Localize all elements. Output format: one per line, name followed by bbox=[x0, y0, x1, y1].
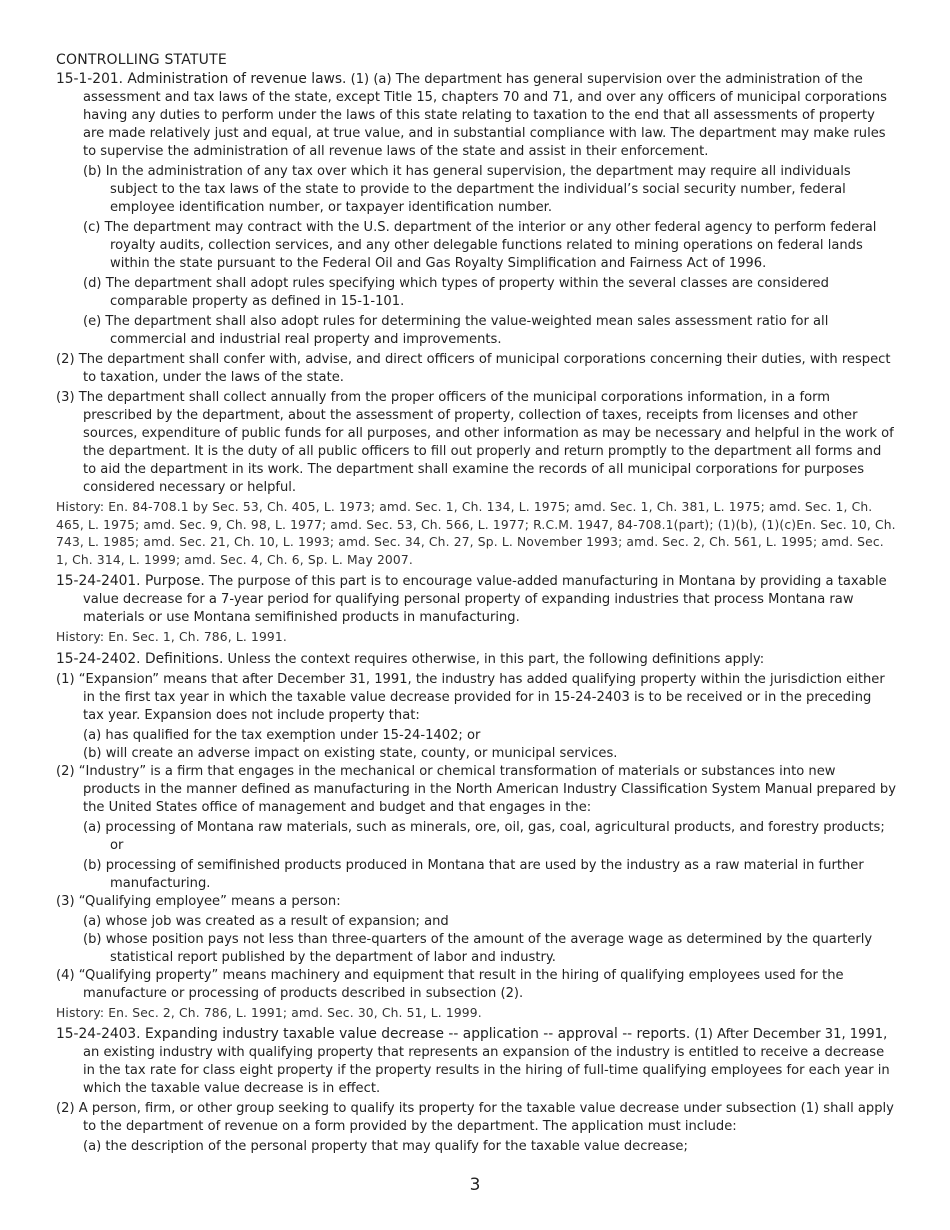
section-15-24-2401 bbox=[56, 572, 896, 627]
section-15-1-201-p1a bbox=[56, 70, 896, 161]
definition-3a: (a) whose job was created as a result of expansion; and bbox=[83, 913, 449, 929]
section-text: The purpose of this part is to encourage value-added manufacturing in Montana by providing a taxable value decrease for a 7-year period for qualifying personal property of expanding industries that process Montana raw materials or use Montana semifinished products in manufacturing. bbox=[83, 574, 887, 625]
definition-1a: (a) has qualified for the tax exemption under 15-24-1402; or bbox=[83, 727, 481, 743]
history-note: History: En. 84-708.1 by Sec. 53, Ch. 405, L. 1973; amd. Sec. 1, Ch. 134, L. 1975; amd. Sec. 1, Ch. 381, L. 1975; amd. Sec. 1, Ch. 465, L. 1975; amd. Sec. 9, Ch. 98, L. 1977; amd. Sec. 53, Ch. 566, L. 1977; R.C.M. 1947, 84-708.1(part); (1)(b), (1)(c)En. Sec. 10, Ch. 743, L. 1985; amd. Sec. 21, Ch. 10, L. 1993; amd. Sec. 34, Ch. 27, Sp. L. November 1993; amd. Sec. 2, Ch. 561, L. 1995; amd. Sec. 1, Ch. 314, L. 1999; amd. Sec. 4, Ch. 6, Sp. L. May 2007. bbox=[56, 500, 896, 567]
subsection-1c: (c) The department may contract with the U.S. department of the interior or any other federal agency to perform federal royalty audits, collection services, and any other delegable functions related to mining operations on federal lands within the state pursuant to the Federal Oil and Gas Royalty Simplification and Fairness Act of 1996. bbox=[83, 220, 877, 271]
definition-3: (3) “Qualifying employee” means a person: bbox=[56, 893, 341, 909]
subsection-3: (3) The department shall collect annually from the proper officers of the municipal corporations information, in a form prescribed by the department, about the assessment of property, collection of taxes, receipts from licenses and other sources, expenditure of public funds for all purposes, and other information as may be necessary and helpful in the work of the department. It is the duty of all public officers to fill out properly and return promptly to the department all forms and to aid the department in its work. The department shall examine the records of all municipal corporations for purposes considered necessary or helpful. bbox=[56, 390, 894, 495]
subsection-2: (2) The department shall confer with, advise, and direct officers of municipal corporations concerning their duties, with respect to taxation, under the laws of the state. bbox=[56, 352, 891, 385]
definition-2b: (b) processing of semifinished products produced in Montana that are used by the industry as a raw material in further manufacturing. bbox=[83, 857, 864, 891]
subsection-1e: (e) The department shall also adopt rules for determining the value-weighted mean sales assessment ratio for all commercial and industrial real property and improvements. bbox=[83, 314, 829, 347]
statute-page bbox=[56, 52, 896, 1156]
page-heading: CONTROLLING STATUTE bbox=[56, 52, 227, 68]
section-title: 15-24-2403. Expanding industry taxable value decrease -- application -- approval -- reports. bbox=[56, 1026, 691, 1042]
history-note: History: En. Sec. 2, Ch. 786, L. 1991; amd. Sec. 30, Ch. 51, L. 1999. bbox=[56, 1005, 482, 1020]
section-text: (1) (a) The department has general supervision over the administration of the assessment and tax laws of the state, except Title 15, chapters 70 and 71, and over any officers of municipal corporations having any duties to perform under the laws of this state relating to taxation to the end that all assessments of property are made relatively just and equal, at true value, and in substantial compliance with law. The department may make rules to supervise the administration of all revenue laws of the state and assist in their enforcement. bbox=[83, 72, 887, 159]
subsection-1d: (d) The department shall adopt rules specifying which types of property within the several classes are considered comparable property as defined in 15-1-101. bbox=[83, 276, 829, 309]
definition-2a: (a) processing of Montana raw materials, such as minerals, ore, oil, gas, coal, agricultural products, and forestry products; or bbox=[83, 819, 885, 853]
section-15-24-2403 bbox=[56, 1025, 896, 1098]
subsection-2: (2) A person, firm, or other group seeking to qualify its property for the taxable value decrease under subsection (1) shall apply to the department of revenue on a form provided by the department. The application must include: bbox=[56, 1101, 894, 1134]
definition-4: (4) “Qualifying property” means machinery and equipment that result in the hiring of qualifying employees used for the manufacture or processing of products described in subsection (2). bbox=[56, 967, 844, 1001]
section-text: (1) After December 31, 1991, an existing industry with qualifying property that represents an expansion of the industry is entitled to receive a decrease in the tax rate for class eight property if the property results in the hiring of full-time qualifying employees for each year in which the taxable value decrease is in effect. bbox=[83, 1027, 890, 1096]
history-note: History: En. Sec. 1, Ch. 786, L. 1991. bbox=[56, 630, 287, 644]
subsection-2a: (a) the description of the personal property that may qualify for the taxable value decrease; bbox=[83, 1139, 688, 1154]
definition-1b: (b) will create an adverse impact on existing state, county, or municipal services. bbox=[83, 745, 618, 761]
section-15-24-2402 bbox=[56, 650, 896, 669]
section-text: Unless the context requires otherwise, in this part, the following definitions apply: bbox=[223, 651, 765, 667]
section-title: 15-1-201. Administration of revenue laws. bbox=[56, 71, 347, 87]
subsection-1b: (b) In the administration of any tax over which it has general supervision, the department may require all individuals subject to the tax laws of the state to provide to the department the individual’s social security number, federal employee identification number, or taxpayer identification number. bbox=[83, 164, 851, 215]
section-title: 15-24-2402. Definitions. bbox=[56, 650, 224, 667]
definition-3b: (b) whose position pays not less than three-quarters of the amount of the average wage as determined by the quarterly statistical report published by the department of labor and industry. bbox=[83, 931, 873, 965]
definition-2: (2) “Industry” is a firm that engages in the mechanical or chemical transformation of materials or substances into new products in the manner defined as manufacturing in the North American Industry Classification System Manual prepared by the United States office of management and budget and that engages in the: bbox=[56, 763, 896, 815]
definition-1: (1) “Expansion” means that after December 31, 1991, the industry has added qualifying property within the jurisdiction either in the first tax year in which the taxable value decrease provided for in 15-24-2403 is to be received or in the preceding tax year. Expansion does not include property that: bbox=[56, 671, 885, 723]
page-number: 3 bbox=[469, 1175, 481, 1195]
section-title: 15-24-2401. Purpose. bbox=[56, 573, 205, 589]
